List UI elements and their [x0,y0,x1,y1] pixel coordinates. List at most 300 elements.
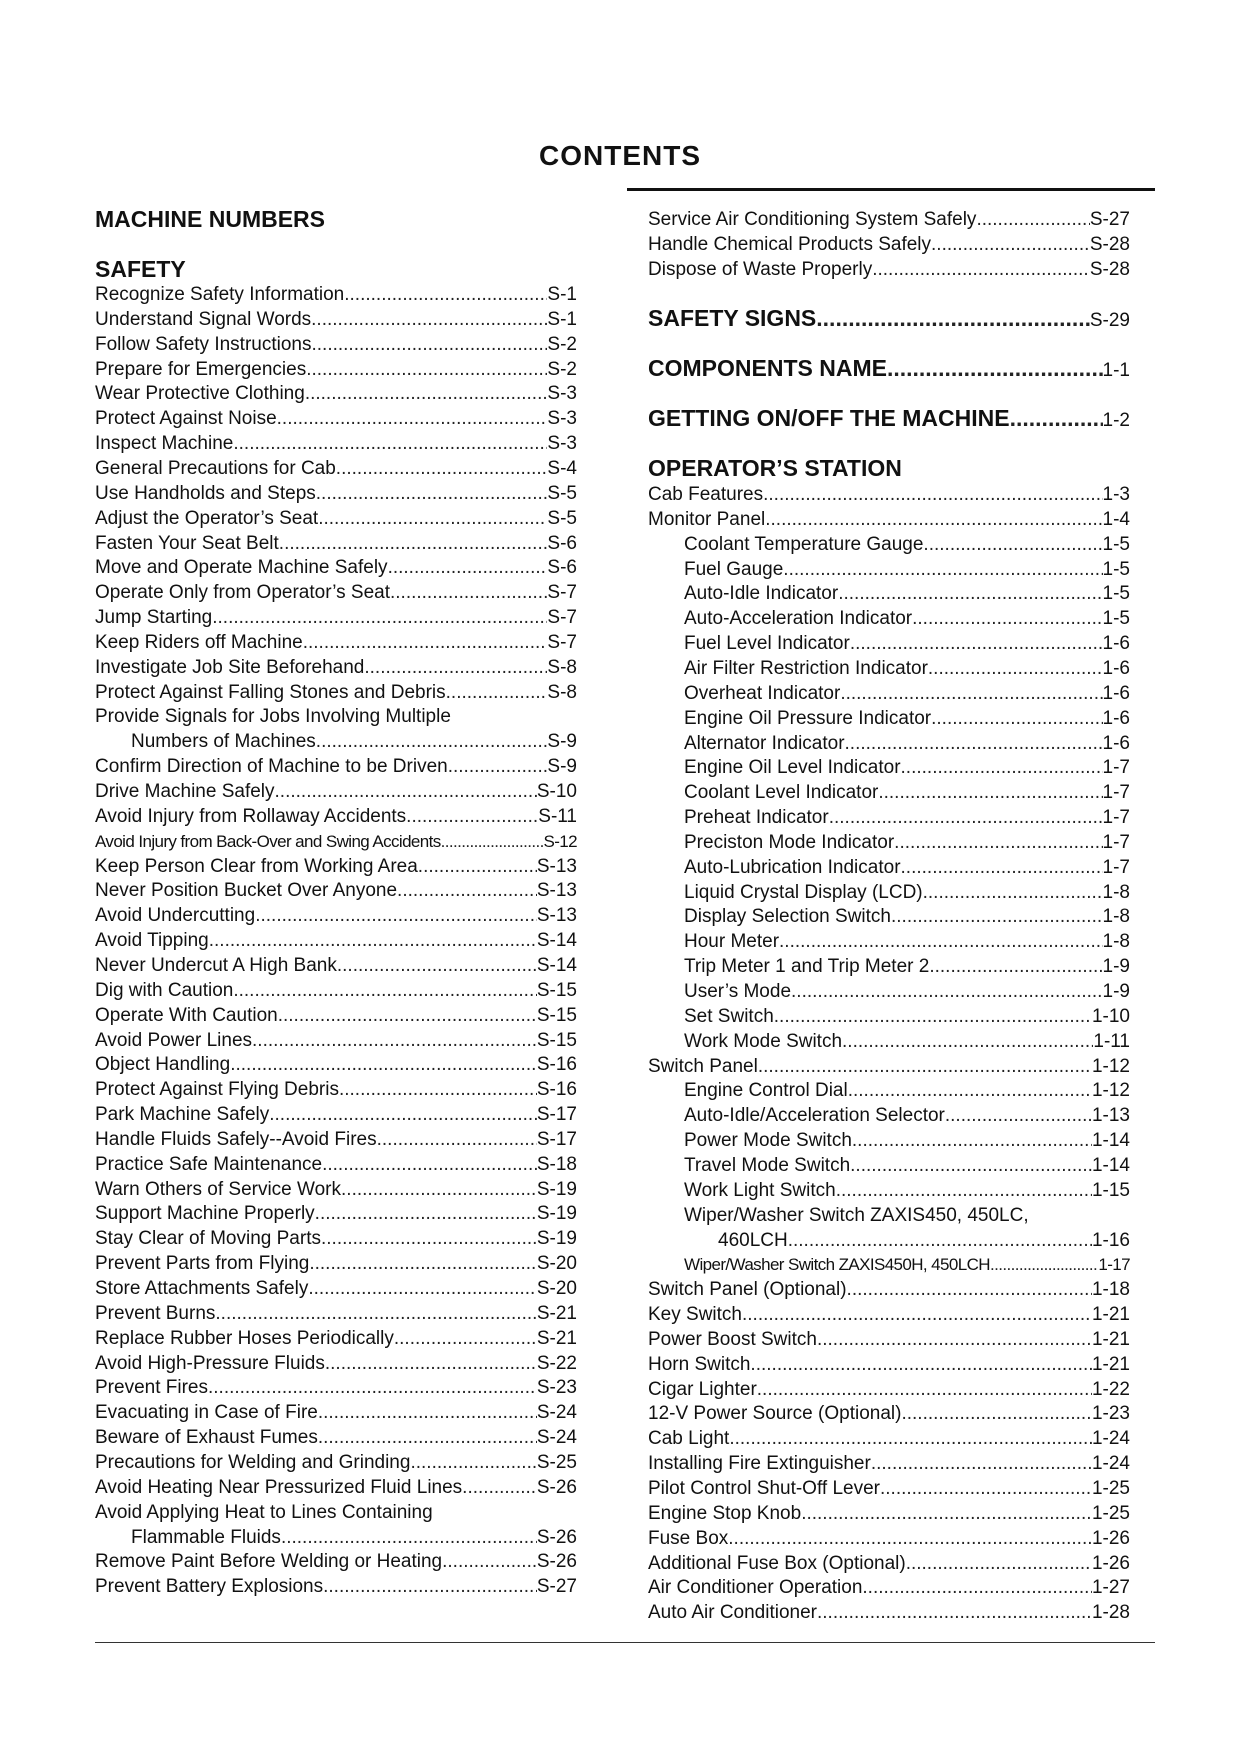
toc-entry[interactable] [684,1078,1130,1103]
page-number: 1-6 [1102,657,1130,679]
leader-dots [912,606,1102,631]
toc-entry[interactable] [684,929,1130,954]
leader-dots [208,1375,537,1400]
toc-entry[interactable] [684,606,1130,631]
page-number: 1-13 [1091,1105,1130,1127]
leader-dots [215,1301,536,1326]
page-number: S-17 [536,1104,577,1126]
toc-entry[interactable] [95,1400,577,1425]
toc-entry[interactable] [648,1551,1130,1576]
heading-machine-numbers[interactable]: MACHINE NUMBERS [95,206,325,232]
page-number: S-4 [547,457,577,479]
toc-entry[interactable] [95,1201,577,1226]
toc-entry[interactable] [95,704,577,729]
leader-dots [838,581,1102,606]
entry-title: Cab Features [648,484,764,505]
leader-dots [322,1152,537,1177]
entry-title: Adjust the Operator’s Seat [95,507,319,529]
toc-entry[interactable] [95,754,577,779]
page-number: 1-25 [1091,1478,1130,1499]
toc-entry[interactable] [718,1228,1130,1253]
toc-entry[interactable] [95,1102,577,1127]
entry-title: Auto-Idle/Acceleration Selector [684,1105,945,1127]
entry-title: Fuse Box [648,1527,729,1549]
leader-dots [901,1401,1092,1426]
toc-entry[interactable] [95,481,577,506]
entry-title: Engine Control Dial [684,1080,848,1102]
toc-entry[interactable] [648,1352,1130,1377]
entry-title: Park Machine Safely [95,1104,270,1126]
leader-dots [337,953,537,978]
page-number: 1-21 [1091,1304,1130,1326]
page-number: 1-7 [1102,807,1130,829]
page-number: S-29 [1089,310,1130,331]
leader-dots [318,1400,537,1425]
page-number: S-7 [547,582,577,604]
entry-title: Preciston Mode Indicator [684,831,895,853]
toc-entry[interactable] [95,1276,577,1301]
leader-dots [923,880,1103,905]
entry-title: Warn Others of Service Work [95,1178,342,1200]
toc-entry[interactable] [684,581,1130,606]
page-number: S-2 [547,333,577,355]
entry-title: Beware of Exhaust Fumes [95,1427,318,1449]
entry-title: Horn Switch [648,1353,751,1375]
entry-title: Confirm Direction of Machine to be Driven [95,756,448,778]
toc-entry[interactable] [95,1052,577,1077]
heading-safety[interactable]: SAFETY [95,256,186,282]
page-number: S-3 [547,408,577,430]
toc-entry[interactable] [648,1277,1130,1302]
entry-title: Key Switch [648,1304,742,1326]
page-number: S-13 [536,855,577,877]
leader-dots [306,357,547,382]
toc-entry[interactable] [648,1327,1130,1352]
leader-dots [774,1004,1092,1029]
toc-entry[interactable] [95,1549,577,1574]
leader-dots [840,681,1102,706]
leader-dots [339,1077,537,1102]
toc-entry[interactable] [684,830,1130,855]
leader-dots [316,729,548,754]
leader-dots [394,1326,537,1351]
page-number: S-17 [536,1128,577,1150]
leader-dots [757,1377,1092,1402]
entry-title: Power Mode Switch [684,1130,852,1152]
toc-entry[interactable] [95,630,577,655]
page-number: S-23 [536,1377,577,1399]
toc-entry[interactable] [95,605,577,630]
toc-entry[interactable] [684,1103,1130,1128]
page-number: 1-28 [1091,1602,1130,1624]
toc-entry[interactable] [95,1450,577,1475]
entry-title: Auto-Lubrication Indicator [684,856,901,878]
entry-title: Operate With Caution [95,1004,278,1026]
entry-title: Cab Light [648,1428,730,1450]
toc-entry[interactable] [95,978,577,1003]
toc-entry[interactable] [648,1401,1130,1426]
section-getting-on-off[interactable] [648,404,1130,435]
toc-entry[interactable] [684,557,1130,582]
leader-dots [308,1276,537,1301]
page-number: S-1 [547,308,577,330]
toc-entry[interactable] [684,1029,1130,1054]
toc-entry[interactable] [131,729,577,754]
footer-rule [95,1642,1155,1643]
toc-entry[interactable] [95,854,577,879]
leader-dots [315,1201,537,1226]
leader-dots [945,1103,1092,1128]
page-number: S-26 [536,1551,577,1573]
leader-dots [277,406,548,431]
page-number: 1-14 [1091,1154,1130,1176]
toc-entry[interactable] [95,555,577,580]
entry-title: 12-V Power Source (Optional) [648,1403,902,1425]
leader-dots [887,354,1103,382]
toc-entry[interactable] [648,232,1130,257]
page-number: S-15 [536,979,577,1001]
entry-title: Handle Fluids Safely--Avoid Fires [95,1128,377,1150]
leader-dots [303,630,548,655]
leader-dots [817,1327,1092,1352]
toc-entry[interactable] [95,928,577,953]
page-number: S-24 [536,1427,577,1449]
entry-title: Avoid Injury from Rollaway Accidents [95,805,407,827]
page-number: S-12 [543,831,577,851]
toc-entry[interactable] [684,1128,1130,1153]
page-number: S-18 [536,1153,577,1175]
page-number: S-13 [536,880,577,902]
page-number: S-3 [547,433,577,455]
entry-title: User’s Mode [684,981,792,1002]
page-number: S-22 [536,1352,577,1374]
page-number: S-19 [536,1178,577,1200]
page-number: 1-7 [1102,831,1130,853]
toc-entry[interactable] [95,1326,577,1351]
toc-entry[interactable] [684,706,1130,731]
heading-operators-station[interactable]: OPERATOR’S STATION [648,455,902,481]
toc-entry[interactable] [95,431,577,456]
page-number: S-10 [536,781,577,802]
toc-entry[interactable] [95,506,577,531]
leader-dots [252,1028,537,1053]
toc-entry[interactable] [648,257,1130,282]
toc-entry[interactable] [95,1127,577,1152]
entry-title: Never Position Bucket Over Anyone [95,880,398,902]
entry-title: Preheat Indicator [684,807,829,829]
toc-entry[interactable] [95,580,577,605]
entry-title: Air Filter Restriction Indicator [684,657,928,679]
page-number: S-13 [536,905,577,927]
leader-dots [929,954,1102,979]
page-number: 1-5 [1102,583,1130,605]
entry-title: Fuel Gauge [684,558,784,580]
leader-dots [323,1574,537,1599]
entry-title: Auto-Acceleration Indicator [684,608,913,630]
toc-entry[interactable] [95,1301,577,1326]
toc-entry[interactable] [95,878,577,903]
toc-entry[interactable] [684,1178,1130,1203]
leader-dots [233,431,547,456]
leader-dots [871,1451,1092,1476]
toc-entry[interactable] [648,1526,1130,1551]
page-number: 1-21 [1091,1328,1130,1350]
toc-entry[interactable] [684,631,1130,656]
toc-entry[interactable] [95,1177,577,1202]
page-number: 1-21 [1091,1353,1130,1375]
toc-entry[interactable] [95,680,577,705]
toc-entry[interactable] [684,681,1130,706]
leader-dots [891,904,1103,929]
entry-title: Handle Chemical Products Safely [648,233,932,255]
toc-entry[interactable] [684,954,1130,979]
page-number: 1-6 [1102,707,1130,729]
entry-title: Hour Meter [684,931,780,953]
leader-dots [364,655,547,680]
leader-dots [341,1177,537,1202]
toc-entry[interactable] [95,307,577,332]
section-safety-signs[interactable] [648,304,1130,335]
leader-dots [377,1127,537,1152]
entry-title: Investigate Job Site Beforehand [95,656,365,678]
page-number: 1-6 [1102,732,1130,754]
leader-dots [318,1425,537,1450]
leader-dots [397,878,537,903]
page-number: S-26 [536,1526,577,1548]
section-components-name[interactable] [648,354,1130,385]
entry-title: Work Light Switch [684,1179,836,1201]
toc-entry[interactable] [95,1574,577,1599]
toc-entry[interactable] [684,731,1130,756]
toc-entry[interactable] [95,357,577,382]
page-number: 1-12 [1091,1080,1130,1102]
page-number: S-27 [536,1576,577,1598]
entry-title: Stay Clear of Moving Parts [95,1228,321,1250]
toc-entry[interactable] [131,1525,577,1550]
entry-title: Avoid High-Pressure Fluids [95,1352,325,1374]
page-number: S-5 [547,482,577,504]
toc-entry[interactable] [684,1153,1130,1178]
toc-entry[interactable] [648,1501,1130,1526]
toc-entry[interactable] [95,531,577,556]
entry-title: Dig with Caution [95,979,234,1001]
toc-entry[interactable] [648,1451,1130,1476]
page-number: S-9 [547,756,577,778]
page-number: 1-15 [1091,1179,1130,1201]
entry-title: Numbers of Machines [131,731,316,753]
entry-title: Auto-Idle Indicator [684,583,839,605]
toc-entry[interactable] [648,1575,1130,1600]
toc-entry[interactable] [648,1054,1130,1079]
toc-entry[interactable] [95,1028,577,1053]
entry-title: Practice Safe Maintenance [95,1153,323,1175]
title-rule [627,188,1155,191]
entry-title: Avoid Power Lines [95,1029,253,1051]
toc-entry[interactable] [95,1351,577,1376]
toc-entry[interactable] [684,755,1130,780]
toc-entry[interactable] [684,904,1130,929]
page-number: 1-5 [1102,533,1130,555]
page-number: 1-5 [1102,608,1130,630]
toc-entry[interactable] [95,953,577,978]
toc-entry[interactable] [95,779,577,804]
page-number: S-15 [536,1029,577,1051]
toc-entry[interactable] [648,507,1130,532]
toc-entry[interactable] [95,1003,577,1028]
page-number: S-9 [547,731,577,753]
toc-entry[interactable] [95,804,577,829]
entry-title: Wiper/Washer Switch ZAXIS450H, 450LCH [684,1255,990,1275]
toc-entry[interactable] [95,456,577,481]
toc-entry[interactable] [95,1425,577,1450]
page-number: 1-8 [1102,881,1130,903]
toc-entry[interactable] [95,1077,577,1102]
entry-title: Jump Starting [95,607,213,629]
leader-dots [281,1525,537,1550]
leader-dots [923,532,1102,557]
toc-entry[interactable] [95,1251,577,1276]
entry-title: Work Mode Switch [684,1030,843,1052]
page-number: 1-24 [1091,1453,1130,1475]
page-number: 1-4 [1102,508,1130,530]
leader-dots [325,1351,537,1376]
leader-dots [336,456,548,481]
toc-entry[interactable] [684,1203,1130,1228]
section-title: SAFETY SIGNS [648,305,817,331]
leader-dots [410,1450,536,1475]
toc-entry[interactable] [95,829,577,854]
leader-dots [278,1003,537,1028]
entry-title: Auto Air Conditioner [648,1602,817,1624]
leader-dots [321,1226,537,1251]
entry-title: Protect Against Falling Stones and Debris [95,681,446,703]
page-number: S-2 [547,358,577,380]
toc-entry[interactable] [648,1426,1130,1451]
leader-dots [845,731,1103,756]
entry-title: Overheat Indicator [684,682,841,704]
toc-entry[interactable] [648,482,1130,507]
entry-title: Protect Against Flying Debris [95,1079,339,1101]
toc-entry[interactable] [684,979,1130,1004]
toc-entry[interactable] [684,880,1130,905]
toc-entry[interactable] [95,381,577,406]
toc-entry[interactable] [684,780,1130,805]
toc-entry[interactable] [648,1302,1130,1327]
leader-dots [758,1054,1092,1079]
leader-dots [279,531,548,556]
toc-entry[interactable] [648,1600,1130,1625]
leader-dots [842,1029,1093,1054]
leader-dots [880,1476,1092,1501]
toc-entry[interactable] [648,1377,1130,1402]
toc-entry[interactable] [95,1500,577,1525]
page-number: 1-25 [1091,1502,1130,1524]
entry-title: Power Boost Switch [648,1328,817,1350]
page-number: 1-3 [1102,484,1130,505]
page-number: 1-9 [1102,981,1130,1002]
page-title: CONTENTS [539,140,701,171]
leader-dots [316,481,548,506]
page-number: S-11 [538,805,577,827]
entry-title: Prevent Battery Explosions [95,1576,324,1598]
toc-entry[interactable] [684,1004,1130,1029]
leader-dots [750,1352,1092,1377]
leader-dots [318,506,547,531]
page-number: 1-24 [1091,1428,1130,1450]
toc-entry[interactable] [95,332,577,357]
toc-entry[interactable] [684,532,1130,557]
page-number: 1-1 [1102,360,1130,381]
toc-entry[interactable] [95,406,577,431]
entry-title: General Precautions for Cab [95,457,336,479]
entry-title: Display Selection Switch [684,906,891,928]
toc-entry[interactable] [95,1475,577,1500]
toc-entry[interactable] [648,207,1130,232]
page-number: 1-23 [1091,1403,1130,1425]
section-title: GETTING ON/OFF THE MACHINE [648,405,1010,431]
entry-title: Service Air Conditioning System Safely [648,209,977,230]
leader-dots [390,580,547,605]
entry-title: Operate Only from Operator’s Seat [95,582,390,604]
leader-dots [801,1501,1092,1526]
entry-title: Alternator Indicator [684,732,845,754]
leader-dots [448,754,548,779]
toc-entry[interactable] [95,655,577,680]
page-number: S-24 [536,1402,577,1424]
leader-dots [990,1252,1098,1277]
toc-entry[interactable] [684,1252,1130,1277]
toc-entry[interactable] [95,903,577,928]
entry-title: Remove Paint Before Welding or Heating [95,1551,443,1573]
page-number: S-21 [536,1302,577,1324]
page-number: 1-22 [1091,1378,1130,1400]
toc-entry[interactable] [684,805,1130,830]
entry-title: Object Handling [95,1054,231,1076]
page-number: 1-12 [1091,1055,1130,1077]
toc-entry[interactable] [95,1226,577,1251]
toc-entry[interactable] [95,282,577,307]
entry-title: Engine Oil Level Indicator [684,757,901,779]
leader-dots [901,855,1103,880]
entry-title: Support Machine Properly [95,1203,315,1225]
toc-entry[interactable] [95,1375,577,1400]
toc-entry[interactable] [648,1476,1130,1501]
entry-title: Keep Person Clear from Working Area [95,855,418,877]
entry-title: Switch Panel (Optional) [648,1279,847,1301]
entry-title: Recognize Safety Information [95,284,345,305]
entry-title: 460LCH [718,1229,788,1251]
entry-title: Installing Fire Extinguisher [648,1453,871,1475]
leader-dots [928,656,1103,681]
toc-entry[interactable] [684,656,1130,681]
page-number: 1-6 [1102,682,1130,704]
leader-dots [976,207,1089,232]
page-number: 1-5 [1102,558,1130,580]
page-number: S-14 [536,954,577,976]
entry-title: Store Attachments Safely [95,1278,309,1299]
page-number: S-25 [536,1451,577,1473]
leader-dots [230,1052,537,1077]
entry-title: Prevent Parts from Flying [95,1253,310,1275]
toc-entry[interactable] [95,1152,577,1177]
entry-title: Keep Riders off Machine [95,631,303,653]
page-number: S-8 [547,681,577,703]
entry-title: Trip Meter 1 and Trip Meter 2 [684,956,930,978]
leader-dots [931,706,1102,731]
entry-title: Inspect Machine [95,433,234,455]
leader-dots [791,979,1103,1004]
toc-entry[interactable] [684,855,1130,880]
